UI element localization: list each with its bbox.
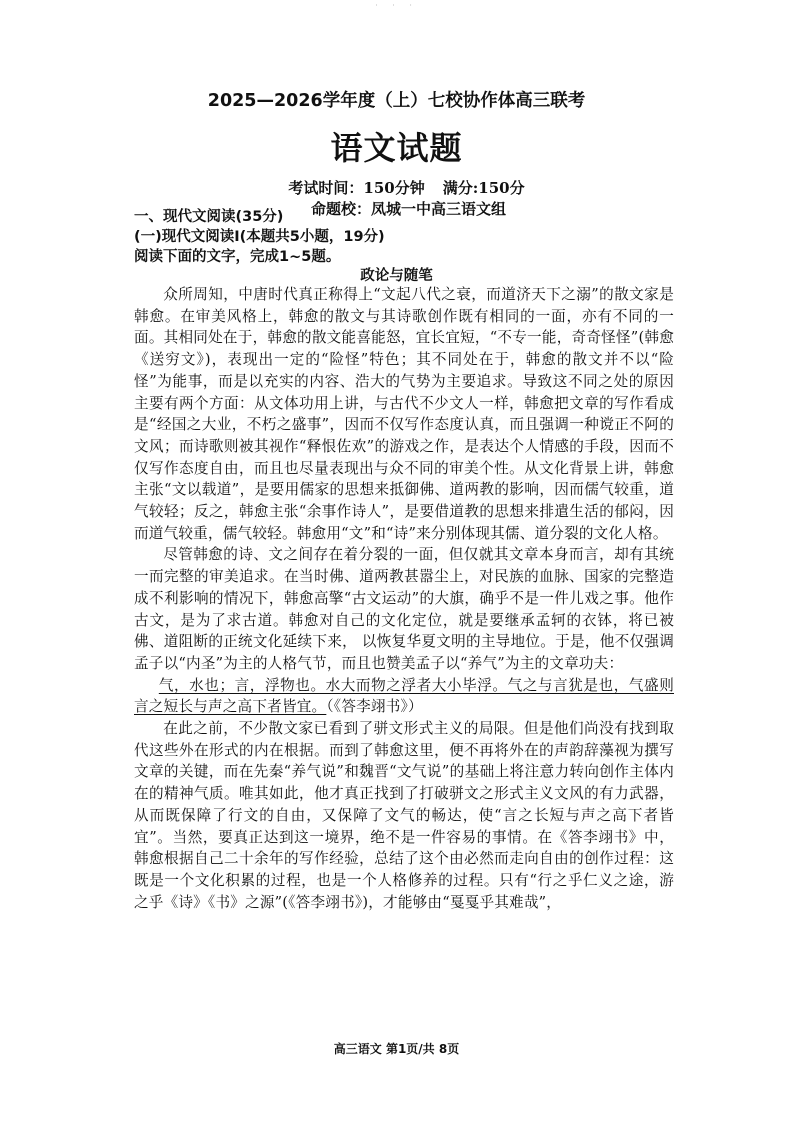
page-footer: 高三语文 第1页/共 8页 xyxy=(333,1042,460,1056)
section-headings xyxy=(134,207,674,267)
setter-school: 命题校：凤城一中高三语文组 xyxy=(310,200,506,218)
part-heading: 一、现代文阅读(35分) xyxy=(134,209,284,225)
quote-source: （《答李翊书》） xyxy=(326,698,423,716)
paragraph-1: 众所周知，中唐时代真正称得上“文起八代之衰，而道济天下之溺”的散文家是韩愈。在审美风格上，韩愈的散文与其诗歌创作既有相同的一面，亦有不同的一面。其相同处在于，韩愈的散文能喜能怒，宜长宜短，“不专一能，奇奇怪怪”(韩愈《送穷文》)，表现出一定的“险怪”特色；其不同处在于，韩愈的散文并不以“险怪”为能事，而是以充实的内容、浩大的气势为主要追求。导致这不同之处的原因主要有两个方面：从文体功用上讲，与古代不少文人一样，韩愈把文章的写作看成是“经国之大业，不朽之盛事”，因而不仅写作态度认真，而且强调一种谠正不阿的文风；而诗歌则被其视作“释恨佐欢”的游戏之作，是表达个人情感的手段，因而不仅写作态度自由，而且也尽量表现出与众不同的审美个性。从文化背景上讲，韩愈主张“文以载道”，是要用儒家的思想来抵御佛、道两教的影响，因而儒气较重，道气较轻；反之，韩愈主张“余事作诗人”，是要借道教的思想来排遣生活的郁闷，因而道气较重，儒气较轻。韩愈用“文”和“诗”来分别体现其儒、道分裂的文化人格。 xyxy=(134,286,674,542)
paragraph-2: 尽管韩愈的诗、文之间存在着分裂的一面，但仅就其文章本身而言，却有其统一而完整的审美追求。在当时佛、道两教甚嚣尘上，对民族的血脉、国家的完整造成不利影响的情况下，韩愈高擎“古文运动”的大旗，确乎不是一件儿戏之事。他作古文，是为了求古道。韩愈对自己的文化定位，就是要继承孟轲的衣钵，将已被佛、道阻断的正统文化延续下来， 以恢复华夏文明的主导地位。于是，他不仅强调孟子以“内圣”为主的人格气节，而且也赞美孟子以“养气”为主的文章功夫： xyxy=(134,546,674,672)
reading-instruction: 阅读下面的文字，完成1~5题。 xyxy=(134,249,341,265)
subject-title: 语文试题 xyxy=(330,129,463,167)
quote-paragraph xyxy=(134,675,674,718)
exam-title: 2025—2026学年度（上）七校协作体高三联考 xyxy=(207,91,586,111)
underlined-quote: 气，水也；言，浮物也。水大而物之浮者大小毕浮。气之与言犹是也，气盛则言之短长与声之高下者皆宜。 xyxy=(134,676,674,716)
exam-header xyxy=(0,88,793,220)
essay-title: 政论与随笔 xyxy=(360,268,433,284)
exam-time: 考试时间：150分钟 xyxy=(288,179,425,197)
scan-marks: · · · xyxy=(375,1,418,10)
essay-body xyxy=(134,284,674,913)
sub-heading: (一)现代文阅读Ⅰ(本题共5小题，19分) xyxy=(134,229,385,245)
exam-meta xyxy=(0,178,793,199)
paragraph-3: 在此之前，不少散文家已看到了骈文形式主义的局限。但是他们尚没有找到取代这些外在形式的内在根据。而到了韩愈这里，便不再将外在的声韵辞藻视为撰写文章的关键，而在先秦“养气说”和魏晋“文气说”的基础上将注意力转向创作主体内在的精神气质。唯其如此，他才真正找到了打破骈文之形式主义文风的有力武器，从而既保障了行文的自由，又保障了文气的畅达，使“言之长短与声之高下者皆宜”。当然，要真正达到这一境界，绝不是一件容易的事情。在《答李翊书》中，韩愈根据自己二十余年的写作经验，总结了这个由必然而走向自由的创作过程：这既是一个文化积累的过程，也是一个人格修养的过程。只有“行之乎仁义之途，游之乎《诗》《书》之源”(《答李翊书》)，才能够由“戛戛乎其难哉”， xyxy=(134,720,674,911)
full-score: 满分:150分 xyxy=(442,179,525,197)
